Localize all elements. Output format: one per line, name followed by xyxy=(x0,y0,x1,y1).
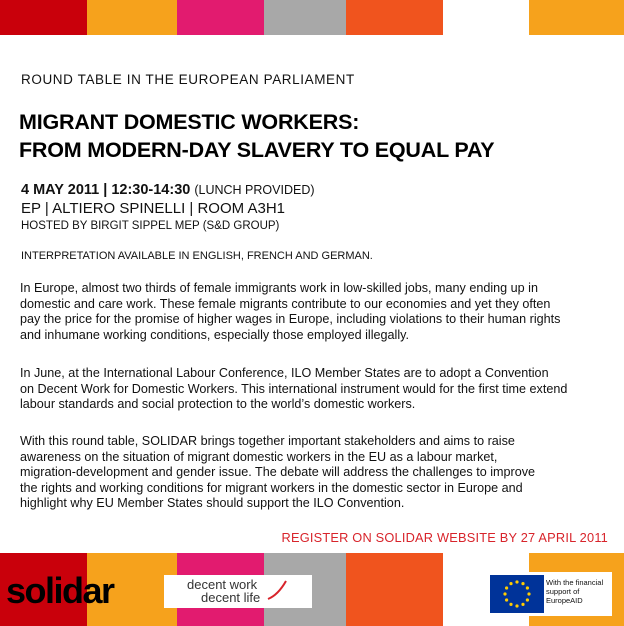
paragraph-line: With this round table, SOLIDAR brings together important stakeholders and aims to raise xyxy=(20,434,515,448)
stripe-orange xyxy=(87,0,177,35)
event-venue: EP | ALTIERO SPINELLI | ROOM A3H1 xyxy=(21,200,286,217)
stripe-orange-red xyxy=(346,553,443,626)
eu-text-line: With the financial xyxy=(546,578,604,587)
paragraph-line: domestic and care work. These female migrants contribute to our economies and yet they often xyxy=(20,296,551,311)
paragraph-line: highlight why EU Member States should support the ILO Convention. xyxy=(20,496,405,511)
page-title xyxy=(19,108,494,164)
paragraph-line: awareness on the situation of migrant domestic workers in the EU as a labour market, xyxy=(20,449,498,464)
decent-work-text: decent work xyxy=(187,577,258,592)
event-kicker: ROUND TABLE IN THE EUROPEAN PARLIAMENT xyxy=(21,72,355,87)
stripe-grey xyxy=(264,0,346,35)
stripe-orange-red xyxy=(346,0,443,35)
stripe-orange-2 xyxy=(529,0,624,35)
paragraph-line: In June, at the International Labour Conference, ILO Member States are to adopt a Convention xyxy=(20,366,549,380)
eu-text-line: EuropeAID xyxy=(546,596,583,605)
stripe-red xyxy=(0,0,87,35)
top-color-stripes xyxy=(0,0,624,35)
eu-funding-logo xyxy=(488,572,612,616)
paragraph-2 xyxy=(20,366,616,413)
paragraph-line: pay the price for the promise of higher wages in Europe, including violations to their human rights xyxy=(20,312,561,327)
interpretation-note: INTERPRETATION AVAILABLE IN ENGLISH, FRENCH AND GERMAN. xyxy=(21,250,373,262)
event-host: HOSTED BY BIRGIT SIPPEL MEP (S&D GROUP) xyxy=(21,220,280,232)
swoosh-icon xyxy=(266,579,290,603)
lunch-note: (LUNCH PROVIDED) xyxy=(194,183,315,197)
eu-funding-text xyxy=(546,578,610,605)
title-line-1: MIGRANT DOMESTIC WORKERS: xyxy=(19,110,360,134)
paragraph-line: on Decent Work for Domestic Workers. This international instrument would for the first time extend xyxy=(20,381,568,396)
stripe-white xyxy=(443,0,529,35)
paragraph-line: the rights and working conditions for migrant workers in the domestic sector in Europe and xyxy=(20,480,523,495)
register-link[interactable]: REGISTER ON SOLIDAR WEBSITE BY 27 APRIL 2011 xyxy=(281,530,608,545)
title-line-2: FROM MODERN-DAY SLAVERY TO EQUAL PAY xyxy=(19,138,495,162)
solidar-logo: solidar xyxy=(6,570,114,611)
decent-work-logo xyxy=(164,575,312,608)
paragraph-line: migration-development and gender issue. The debate will address the challenges to improve xyxy=(20,465,536,480)
stripe-pink xyxy=(177,0,264,35)
paragraph-1 xyxy=(20,281,616,343)
eu-flag-icon xyxy=(490,575,544,613)
paragraph-3 xyxy=(20,434,616,512)
eu-text-line: support of xyxy=(546,587,580,596)
paragraph-line: and inhumane working conditions, especially those employed illegally. xyxy=(20,327,409,342)
decent-life-text: decent life xyxy=(201,590,261,605)
date-time-text: 4 MAY 2011 | 12:30-14:30 xyxy=(21,182,191,198)
paragraph-line: In Europe, almost two thirds of female immigrants work in low-skilled jobs, many ending up in xyxy=(20,281,538,295)
paragraph-line: labour standards and social protection to the world’s domestic workers. xyxy=(20,397,416,412)
event-date-time xyxy=(21,182,315,198)
